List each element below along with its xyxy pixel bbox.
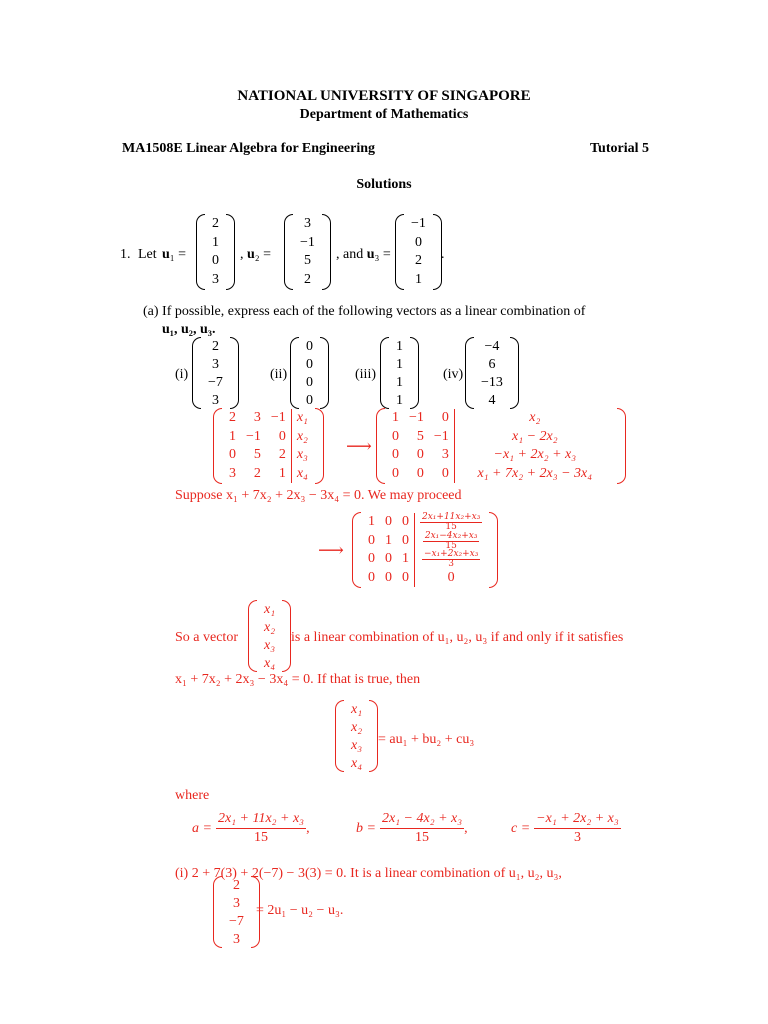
matrix-entry: x₂ xyxy=(296,428,308,444)
u1-label: u₁ = xyxy=(162,247,187,262)
matrix-entry: 0 xyxy=(385,514,392,530)
vector-iii xyxy=(380,337,419,409)
x-entry: x₃ xyxy=(264,638,276,653)
vector-entry: 1 xyxy=(396,393,403,408)
row-reduce-arrow-2: ⟶ xyxy=(318,540,344,560)
matrix-entry: 2 xyxy=(229,410,236,426)
u2-entry: 2 xyxy=(303,271,311,287)
part-a-vectors: u₁, u₂, u₃. xyxy=(162,322,216,337)
u2-entry: 3 xyxy=(303,216,311,232)
rref-rhs-entry xyxy=(422,550,480,568)
matrix-entry: 0 xyxy=(392,465,399,481)
matrix-entry: 0 xyxy=(368,551,375,567)
and-word: , and u₃ = xyxy=(336,247,391,262)
coef-a-num: 2x₁ + 11x₂ + x₃ xyxy=(216,810,306,829)
matrix-entry: −x₁ + 2x₂ + x₃ xyxy=(493,447,577,463)
matrix-entry: 1 xyxy=(402,551,409,567)
rref-rhs-den: 15 xyxy=(445,540,457,551)
matrix-entry: −1 xyxy=(409,410,424,426)
coef-c-lhs: c = xyxy=(511,820,531,836)
vector-entry: −7 xyxy=(229,914,244,929)
vector-entry: 0 xyxy=(306,357,313,372)
suppose-text: Suppose x₁ + 7x₂ + 2x₃ − 3x₄ = 0. We may proceed xyxy=(175,488,462,503)
rref-rhs-zero: 0 xyxy=(447,569,455,585)
rref-rhs-den: 3 xyxy=(448,559,455,570)
matrix-entry: 5 xyxy=(416,428,424,444)
u1-entry: 1 xyxy=(212,234,219,250)
solutions-heading: Solutions xyxy=(356,177,412,192)
university-name: NATIONAL UNIVERSITY OF SINGAPORE xyxy=(237,88,531,104)
coef-a-lhs: a = xyxy=(192,820,212,836)
matrix-entry: 2 xyxy=(253,465,261,481)
where-text: where xyxy=(175,788,210,803)
comma: , xyxy=(306,820,310,836)
matrix-entry: 0 xyxy=(441,465,449,481)
matrix-entry: 3 xyxy=(229,465,236,481)
u1-entry: 3 xyxy=(212,271,219,287)
vector-entry: 4 xyxy=(488,393,496,408)
matrix-entry: 0 xyxy=(385,569,392,585)
label-iii: (iii) xyxy=(355,367,376,382)
matrix-entry: x₁ xyxy=(296,410,308,426)
x-entry: x₁ xyxy=(351,702,363,717)
x-vector xyxy=(248,600,291,672)
u2-entry: −1 xyxy=(300,234,315,250)
and-text: , and xyxy=(336,247,364,262)
vector-entry: 1 xyxy=(396,339,403,354)
label-ii: (ii) xyxy=(270,367,288,382)
so-vector-text: So a vector xyxy=(175,630,238,645)
u1-entry: 2 xyxy=(212,216,219,232)
u3-entry: 2 xyxy=(414,253,422,269)
tutorial-number: Tutorial 5 xyxy=(590,141,649,156)
period: . xyxy=(441,247,445,262)
coef-c-den: 3 xyxy=(573,830,581,845)
vector-entry: 0 xyxy=(306,339,313,354)
matrix-entry: x₄ xyxy=(296,465,308,481)
condition-text: x₁ + 7x₂ + 2x₃ − 3x₄ = 0. If that is true, then xyxy=(175,672,421,687)
matrix-entry: x₁ − 2x₂ xyxy=(512,428,558,444)
matrix-entry: 0 xyxy=(368,532,375,548)
coef-b xyxy=(356,810,468,847)
matrix-entry: 1 xyxy=(368,514,375,530)
matrix-entry: 1 xyxy=(385,532,392,548)
vector-entry: 0 xyxy=(306,375,313,390)
vector-entry: −4 xyxy=(484,339,500,354)
x-entry: x₂ xyxy=(264,620,276,635)
matrix-entry: −1 xyxy=(270,410,286,426)
matrix-entry: 0 xyxy=(416,447,424,463)
matrix-entry: 2 xyxy=(278,447,286,463)
part-i-result: = 2u₁ − u₂ − u₃. xyxy=(256,903,344,918)
matrix-entry: 1 xyxy=(278,465,286,481)
comma: , xyxy=(464,820,468,836)
label-iv: (iv) xyxy=(443,367,464,382)
matrix-entry: 1 xyxy=(229,428,236,444)
rref-rhs-num: 2x₁−4x₂+x₃ xyxy=(424,530,478,541)
matrix-entry: x₁ + 7x₂ + 2x₃ − 3x₄ xyxy=(477,465,593,481)
coef-b-den: 15 xyxy=(415,830,430,845)
u3-entry: 1 xyxy=(414,271,422,287)
department-name: Department of Mathematics xyxy=(299,107,469,122)
x-entry: x₄ xyxy=(351,756,363,771)
matrix-entry: 0 xyxy=(441,410,449,426)
u1-vector xyxy=(196,214,235,290)
coef-c xyxy=(511,810,621,847)
vector-entry: 3 xyxy=(211,357,219,372)
u2-entry: 5 xyxy=(303,253,311,269)
coef-b-lhs: b = xyxy=(356,820,376,836)
vector-ii xyxy=(290,337,329,409)
rref-matrix xyxy=(352,512,498,588)
rref-rhs-entry xyxy=(420,513,482,531)
rref-rhs-num: −x₁+2x₂+x₃ xyxy=(423,549,479,560)
u3-entry: 0 xyxy=(414,234,422,250)
x-vector-2 xyxy=(335,700,378,772)
x-entry: x₂ xyxy=(351,720,363,735)
x-entry: x₁ xyxy=(264,602,276,617)
matrix-entry: 0 xyxy=(278,428,286,444)
vector-entry: 2 xyxy=(232,878,240,893)
vector-i xyxy=(192,337,239,409)
coef-a-fraction xyxy=(216,810,306,847)
u1-entry: 0 xyxy=(212,253,219,269)
vector-iv xyxy=(465,337,519,409)
matrix-entry: x₃ xyxy=(296,447,308,463)
matrix-entry: 5 xyxy=(253,447,261,463)
matrix-entry: 0 xyxy=(385,551,392,567)
matrix-entry: 0 xyxy=(368,569,375,585)
u3-vector xyxy=(395,214,442,290)
course-title: MA1508E Linear Algebra for Engineering xyxy=(122,141,376,156)
rref-rhs-num: 2x₁+11x₂+x₃ xyxy=(422,512,481,523)
part-a-text: (a) If possible, express each of the following vectors as a linear combination of xyxy=(143,304,586,319)
matrix-entry: −1 xyxy=(433,428,449,444)
matrix-entry: 0 xyxy=(416,465,424,481)
matrix-entry: 3 xyxy=(253,410,261,426)
part-i-check: (i) 2 + 7(3) + 2(−7) − 3(3) = 0. It is a linear combination of u₁, u₂, u₃, xyxy=(175,866,562,881)
part-i-vector xyxy=(213,876,260,948)
question-number: 1. xyxy=(120,247,131,262)
iff-text: is a linear combination of u₁, u₂, u₃ if and only if it satisfies xyxy=(291,630,624,645)
augmented-matrix xyxy=(213,408,324,484)
coef-b-fraction xyxy=(380,810,464,847)
coef-a-den: 15 xyxy=(254,830,268,845)
rref-rhs-entry xyxy=(423,532,480,550)
reduced-augmented-matrix xyxy=(376,408,626,484)
matrix-entry: 0 xyxy=(392,428,399,444)
coef-b-num: 2x₁ − 4x₂ + x₃ xyxy=(380,810,464,829)
vector-entry: 1 xyxy=(396,375,403,390)
matrix-entry: 1 xyxy=(392,410,399,426)
vector-entry: 2 xyxy=(211,339,219,354)
vector-entry: 6 xyxy=(488,357,496,372)
matrix-entry: 3 xyxy=(441,447,449,463)
vector-entry: 3 xyxy=(232,932,240,947)
matrix-entry: −1 xyxy=(246,428,261,444)
rref-rhs-den: 15 xyxy=(445,522,457,533)
x-entry: x₃ xyxy=(351,738,363,753)
combination-equation: = au₁ + bu₂ + cu₃ xyxy=(378,732,475,747)
matrix-entry: 0 xyxy=(402,532,409,548)
let-word: Let xyxy=(138,247,157,262)
matrix-entry: x₂ xyxy=(529,410,541,426)
coef-c-fraction xyxy=(534,810,621,847)
row-reduce-arrow: ⟶ xyxy=(346,436,372,456)
u2-label: , u₂ = xyxy=(240,247,272,262)
coef-a xyxy=(192,810,310,847)
coef-c-num: −x₁ + 2x₂ + x₃ xyxy=(534,810,621,829)
vector-entry: 0 xyxy=(306,393,313,408)
x-entry: x₄ xyxy=(264,656,276,671)
u2-vector xyxy=(284,214,331,290)
matrix-entry: 0 xyxy=(402,514,409,530)
matrix-entry: 0 xyxy=(402,569,409,585)
matrix-entry: 0 xyxy=(229,447,236,463)
u3-entry: −1 xyxy=(411,216,426,232)
matrix-entry: 0 xyxy=(392,447,399,463)
vector-entry: −7 xyxy=(208,375,223,390)
vector-entry: 1 xyxy=(396,357,403,372)
vector-entry: 3 xyxy=(211,393,219,408)
vector-entry: 3 xyxy=(232,896,240,911)
vector-entry: −13 xyxy=(481,375,503,390)
label-i: (i) xyxy=(175,367,189,382)
